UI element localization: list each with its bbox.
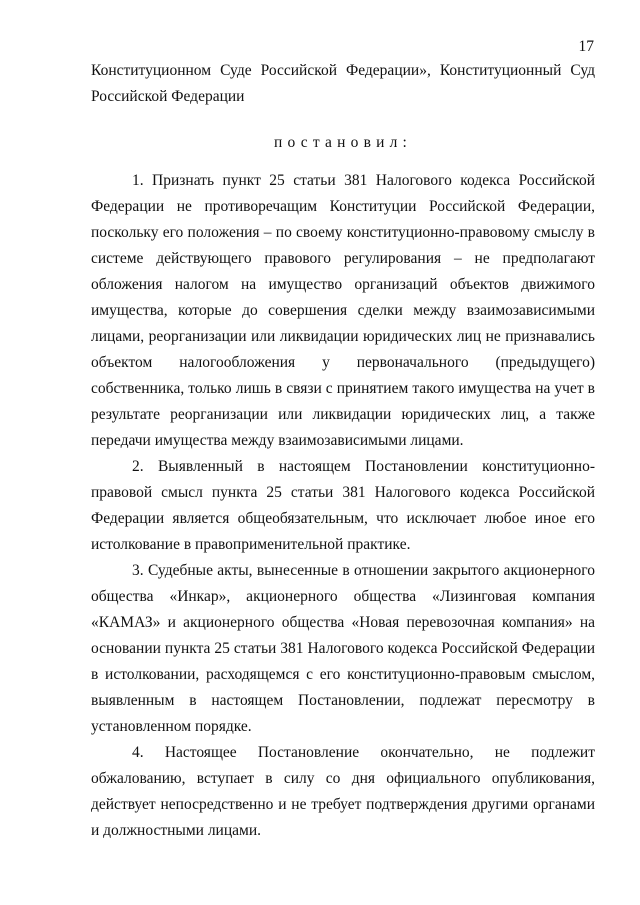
- paragraph-2: 2. Выявленный в настоящем Постановлении конституционно-правовой смысл пункта 25 статьи 381 Налогового кодекса Российской Федерации является общеобязательным, что исключает любое иное его истолкование в правоприменительной практике.: [91, 458, 595, 553]
- decree-heading: постановил:: [273, 134, 413, 151]
- document-body: [91, 58, 595, 844]
- paragraph-4: 4. Настоящее Постановление окончательно, не подлежит обжалованию, вступает в силу со дня официального опубликования, действует непосредственно и не требует подтверждения другими органами и должностными лицами.: [91, 744, 595, 839]
- page-number: 17: [578, 38, 594, 55]
- paragraph-3: 3. Судебные акты, вынесенные в отношении закрытого акционерного общества «Инкар», акционерного общества «Лизинговая компания «КАМАЗ» и акционерного общества «Новая перевозочная компания» на основании пункта 25 статьи 381 Налогового кодекса Российской Федерации в истолковании, расходящемся с его конституционно-правовым смыслом, выявленным в настоящем Постановлении, подлежат пересмотру в установленном порядке.: [91, 562, 595, 735]
- intro-paragraph: Конституционном Суде Российской Федерации», Конституционный Суд Российской Федерации: [91, 62, 595, 105]
- paragraph-1: 1. Признать пункт 25 статьи 381 Налогового кодекса Российской Федерации не противоречащим Конституции Российской Федерации, поскольку его положения – по своему конституционно-правовому смыслу в системе действующего правового регулирования – не предполагают обложения налогом на имущество организаций объектов движимого имущества, которые до совершения сделки между взаимозависимыми лицами, реорганизации или ликвидации юридических лиц не признавались объектом налогообложения у первоначального (предыдущего) собственника, только лишь в связи с принятием такого имущества на учет в результате реорганизации или ликвидации юридических лиц, а также передачи имущества между взаимозависимыми лицами.: [91, 172, 595, 449]
